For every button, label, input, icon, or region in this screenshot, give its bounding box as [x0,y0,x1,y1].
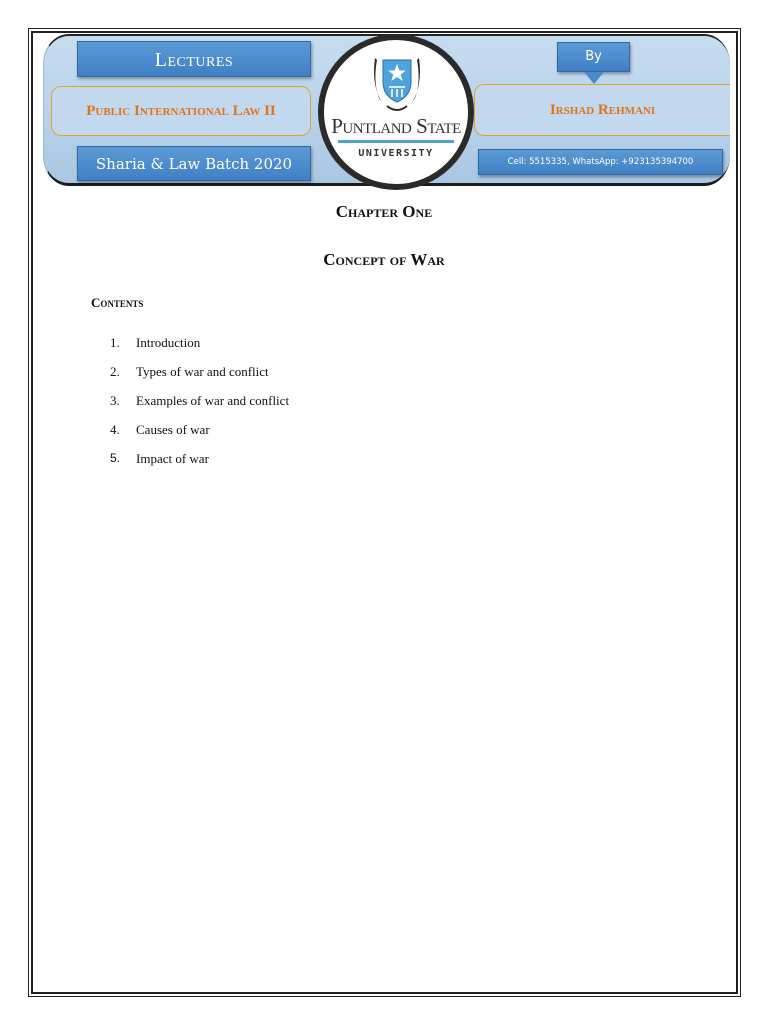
list-item: 5. Impact of war [110,451,209,466]
logo-underline [338,140,454,143]
batch-label: Sharia & Law Batch 2020 [77,146,311,181]
list-item: 3. Examples of war and conflict [110,393,290,408]
by-label: By [557,42,630,72]
contact-info: Cell: 5515335, WhatsApp: +923135394700 [478,149,723,175]
author-name: Irshad Rehmani [474,84,730,136]
university-emblem-icon [369,48,425,120]
logo-university-name: Puntland State [331,114,461,138]
chapter-title: Chapter One [335,202,433,221]
course-title: Public International Law II [51,86,311,136]
list-item: 2. Types of war and conflict [110,364,269,379]
list-item: 1. Introduction [110,335,201,350]
down-arrow-icon [584,72,604,84]
lectures-label: Lectures [77,41,311,77]
contents-heading: Contents [91,295,144,310]
table-of-contents [110,335,289,480]
list-item: 4. Causes of war [110,422,210,437]
chapter-subtitle: Concept of War [323,250,445,269]
logo-university-sub: UNIVERSITY [358,148,434,159]
university-logo [318,34,474,190]
